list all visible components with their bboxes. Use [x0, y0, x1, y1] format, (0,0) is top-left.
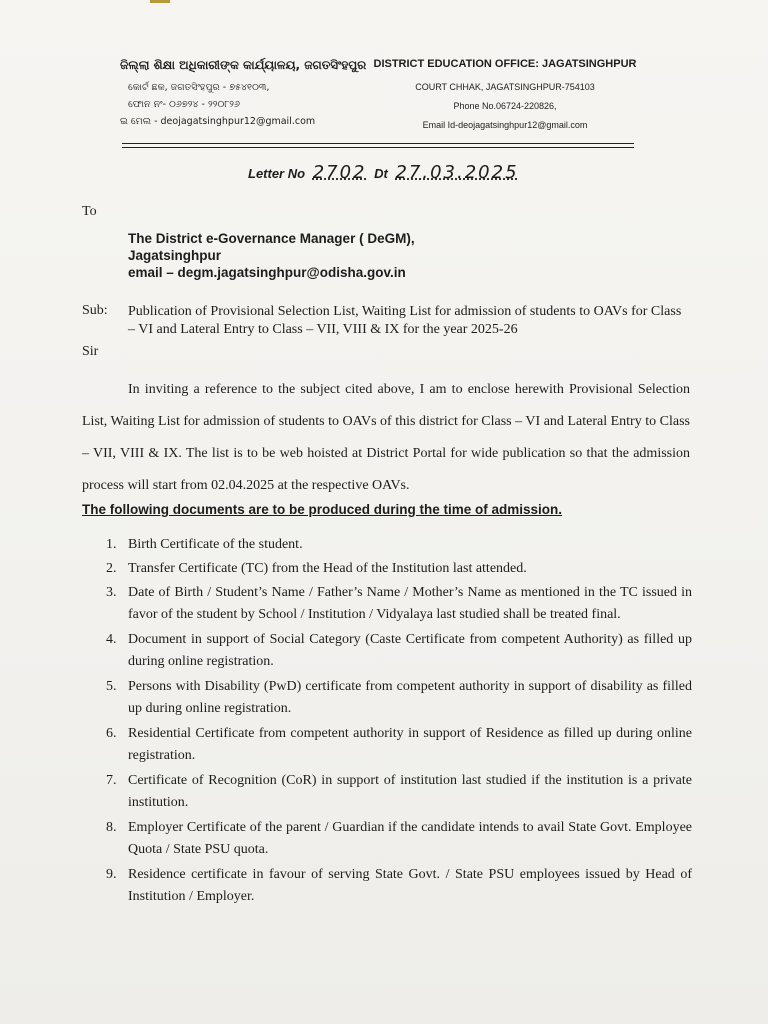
- recipient-title: The District e-Governance Manager ( DeGM),: [128, 231, 415, 246]
- odia-phone: ଫୋନ ନଂ- ୦୬୭୨୪ - ୨୨୦୮୨୬: [128, 99, 240, 110]
- to-label: To: [82, 204, 97, 219]
- body-paragraph: In inviting a reference to the subject cited above, I am to enclose herewith Provisional Selection List, Waiting List for admission of students to OAVs of this district for Class – VI and Lateral Entry to Class – VII, VIII & IX. The list is to be web hoisted at District Portal for wide publication so that the admission process will start from 02.04.2025 at the respective OAVs.: [82, 382, 690, 493]
- list-item: 4. Document in support of Social Category (Caste Certificate from competent Authority) as filled up during online registration.: [106, 632, 692, 669]
- header-divider: [122, 143, 634, 144]
- letter-reference: [248, 162, 523, 183]
- documents-list: [96, 534, 692, 908]
- list-item: 3. Date of Birth / Student’s Name / Father’s Name / Mother’s Name as mentioned in the TC issued in favor of the student by School / Institution / Vidyalaya last studied shall be treated final.: [106, 585, 692, 622]
- letter-date: 27.03.2025: [395, 162, 519, 183]
- recipient-address: [128, 230, 415, 281]
- list-item: 1. Birth Certificate of the student.: [106, 537, 303, 552]
- subject-label: Sub:: [82, 303, 108, 318]
- salutation: Sir: [82, 344, 99, 359]
- office-address: COURT CHHAK, JAGATSINGHPUR-754103: [415, 82, 595, 92]
- recipient-email: email – degm.jagatsinghpur@odisha.gov.in: [128, 265, 406, 280]
- letter-no-label: Letter No: [248, 166, 306, 181]
- list-item: 2. Transfer Certificate (TC) from the Head of the Institution last attended.: [106, 561, 527, 576]
- staple-mark: [150, 0, 170, 3]
- subject-text: Publication of Provisional Selection List, Waiting List for admission of students to OAVs for Class – VI and Lateral Entry to Class – VII, VIII & IX for the year 2025-26: [128, 304, 682, 337]
- header-english: [370, 58, 640, 135]
- list-item: 8. Employer Certificate of the parent / Guardian if the candidate intends to avail State Govt. Employee Quota / State PSU quota.: [106, 820, 692, 857]
- odia-email: ଇ ମେଲ - deojagatsinghpur12@gmail.com: [120, 116, 316, 127]
- list-item: 7. Certificate of Recognition (CoR) in support of institution last studied if the institution is a private institution.: [106, 773, 692, 810]
- list-item: 9. Residence certificate in favour of serving State Govt. / State PSU employees issued by Head of Institution / Employer.: [106, 867, 692, 904]
- office-name: DISTRICT EDUCATION OFFICE: JAGATSINGHPUR: [373, 58, 637, 70]
- list-item: 5. Persons with Disability (PwD) certificate from competent authority in support of disability as filled up during online registration.: [106, 679, 692, 716]
- recipient-place: Jagatsinghpur: [128, 248, 222, 263]
- odia-address: କୋର୍ଟ ଛକ, ଜଗତସିଂହପୁର - ୭୫୪୧୦୩,: [128, 82, 270, 93]
- office-phone: Phone No.06724-220826,: [453, 101, 557, 111]
- documents-heading: The following documents are to be produced during the time of admission.: [82, 502, 563, 517]
- odia-office-name: ଜିଲ୍ଲା ଶିକ୍ଷା ଅଧିକାରୀଙ୍କ କାର୍ଯ୍ୟାଳୟ, ଜଗତସିଂହପୁର: [120, 58, 367, 72]
- header-divider-2: [122, 147, 634, 148]
- office-email: Email Id-deojagatsinghpur12@gmail.com: [422, 120, 588, 130]
- letter-number: 2702: [312, 162, 367, 183]
- header-odia: [120, 58, 380, 130]
- date-label: Dt: [374, 166, 388, 181]
- list-item: 6. Residential Certificate from competent authority in support of Residence as filled up during online registration.: [106, 726, 692, 763]
